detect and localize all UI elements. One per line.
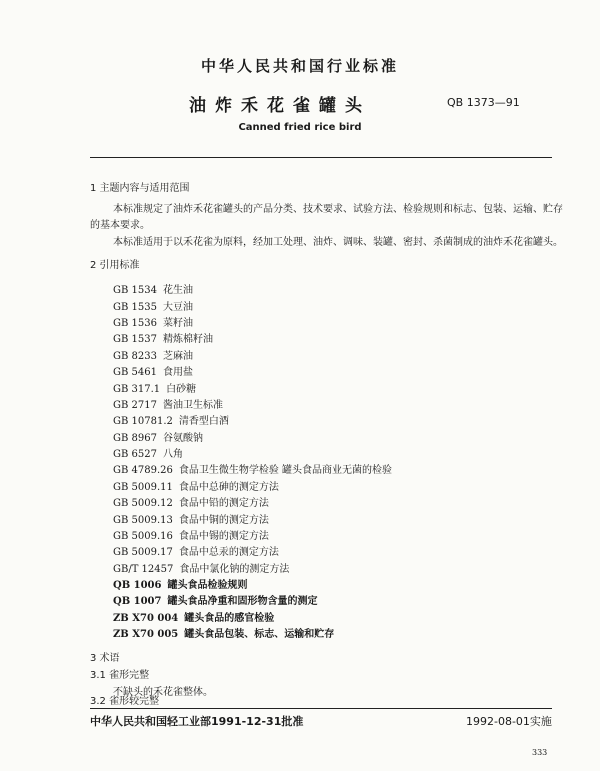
reference-item: ZB X70 004 罐头食品的感官检验: [113, 613, 275, 624]
reference-item: GB 8967 谷氨酸钠: [113, 433, 203, 444]
page-number: 333: [532, 748, 548, 757]
reference-item: GB 5009.16 食品中锡的测定方法: [113, 531, 269, 542]
standard-org-title: 中华人民共和国行业标准: [200, 57, 399, 75]
reference-item: GB 1537 精炼棉籽油: [113, 334, 213, 345]
standard-english-title: Canned fried rice bird: [238, 122, 362, 133]
reference-item: ZB X70 005 罐头食品包装、标志、运输和贮存: [113, 629, 335, 640]
standard-code: QB 1373—91: [447, 96, 520, 109]
reference-item: GB 2717 酱油卫生标准: [113, 400, 223, 411]
section-3-heading: 3 术语: [90, 653, 120, 664]
section-1-paragraph-2: 本标准适用于以禾花雀为原料，经加工处理、油炸、调味、装罐、密封、杀菌制成的油炸禾花雀罐头。: [113, 237, 563, 248]
section-1-heading: 1 主题内容与适用范围: [90, 183, 190, 194]
reference-item: GB 5009.12 食品中铅的测定方法: [113, 498, 269, 509]
reference-item: GB 5009.13 食品中铜的测定方法: [113, 515, 269, 526]
reference-item: GB 4789.26 食品卫生微生物学检验 罐头食品商业无菌的检验: [113, 465, 393, 476]
term-3-1-definition: 不缺头的禾花雀整体。: [113, 687, 213, 698]
reference-item: GB 8233 芝麻油: [113, 351, 193, 362]
reference-item: GB 1534 花生油: [113, 285, 193, 296]
term-3-1-heading: 3.1 雀形完整: [90, 670, 150, 681]
reference-item: GB 1535 大豆油: [113, 302, 193, 313]
reference-item: QB 1006 罐头食品检验规则: [113, 580, 248, 591]
reference-item: GB 5461 食用盐: [113, 367, 193, 378]
reference-item: GB/T 12457 食品中氯化钠的测定方法: [113, 564, 290, 575]
reference-item: GB 317.1 白砂糖: [113, 384, 197, 395]
section-1-paragraph-1-line-1: 本标准规定了油炸禾花雀罐头的产品分类、技术要求、试验方法、检验规则和标志、包装、运输、贮存: [113, 204, 563, 215]
reference-item: QB 1007 罐头食品净重和固形物含量的测定: [113, 596, 318, 607]
header-divider: [90, 157, 552, 158]
reference-item: GB 5009.17 食品中总汞的测定方法: [113, 547, 279, 558]
reference-item: GB 10781.2 清香型白酒: [113, 416, 229, 427]
reference-item: GB 1536 菜籽油: [113, 318, 193, 329]
section-2-heading: 2 引用标准: [90, 260, 140, 271]
section-1-paragraph-1-line-2: 的基本要求。: [90, 220, 150, 231]
reference-item: GB 6527 八角: [113, 449, 183, 460]
approval-statement: 中华人民共和国轻工业部1991-12-31批准: [90, 715, 304, 728]
reference-item: GB 5009.11 食品中总砷的测定方法: [113, 482, 279, 493]
footer-divider: [90, 708, 552, 709]
standard-title: 油炸禾花雀罐头: [189, 96, 371, 116]
term-3-2-heading: 3.2 雀形较完整: [90, 696, 160, 707]
effective-date: 1992-08-01实施: [466, 715, 552, 728]
